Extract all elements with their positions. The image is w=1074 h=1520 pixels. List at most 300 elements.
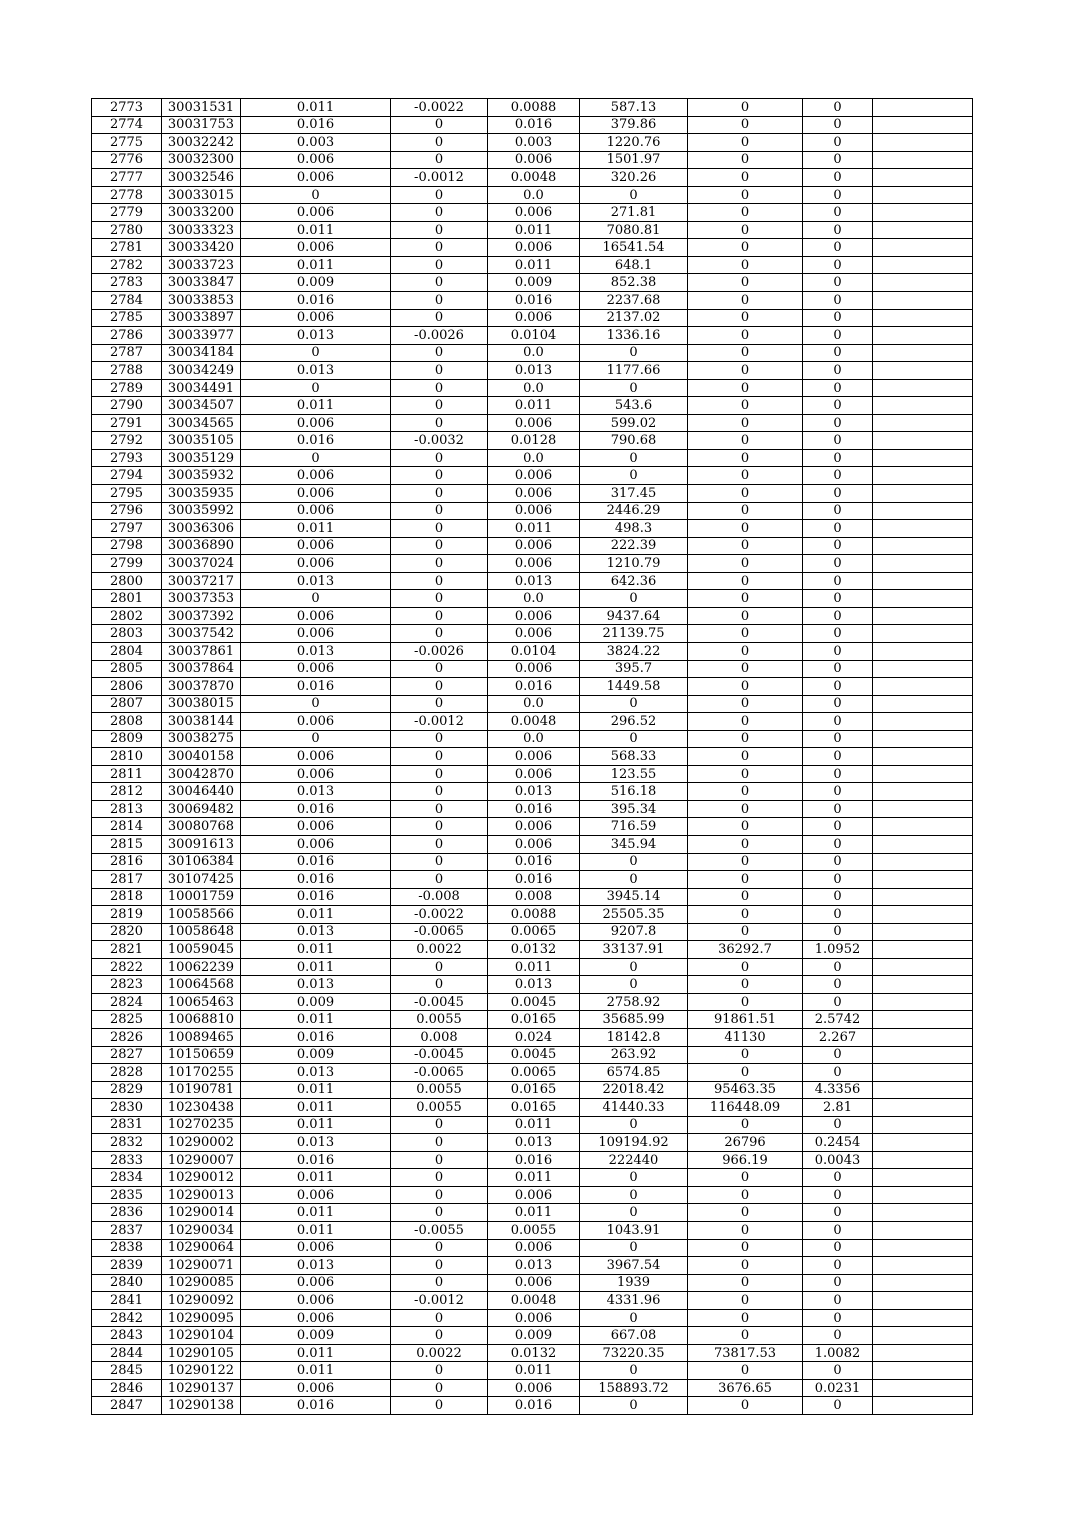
row-number-cell: 2783 <box>92 274 162 292</box>
row-number-cell: 2781 <box>92 239 162 257</box>
ratio-cell: 0 <box>803 169 873 187</box>
adjustment-cell: 0 <box>391 362 488 380</box>
adjustment-cell: 0.0055 <box>391 1099 488 1117</box>
table-row <box>92 99 973 117</box>
id-cell: 30033897 <box>162 309 241 327</box>
adjustment-cell: 0 <box>391 730 488 748</box>
amount-2-cell: 0 <box>688 116 803 134</box>
adjustment-cell: -0.0045 <box>391 993 488 1011</box>
amount-cell: 1220.76 <box>580 134 688 152</box>
amount-cell: 667.08 <box>580 1327 688 1345</box>
adjustment-cell: -0.0065 <box>391 1064 488 1082</box>
value-a-cell: 0.009 <box>241 1327 391 1345</box>
ratio-cell: 0 <box>803 485 873 503</box>
amount-cell: 0 <box>580 853 688 871</box>
table-row <box>92 414 973 432</box>
adjustment-cell: -0.008 <box>391 888 488 906</box>
row-number-cell: 2819 <box>92 906 162 924</box>
value-a-cell: 0.006 <box>241 555 391 573</box>
value-a-cell: 0.016 <box>241 888 391 906</box>
id-cell: 10290007 <box>162 1151 241 1169</box>
value-a-cell: 0 <box>241 379 391 397</box>
adjustment-cell: -0.0012 <box>391 713 488 731</box>
id-cell: 30034507 <box>162 397 241 415</box>
table-row <box>92 1344 973 1362</box>
amount-cell: 0 <box>580 449 688 467</box>
id-cell: 30038144 <box>162 713 241 731</box>
table-row <box>92 818 973 836</box>
amount-cell: 3967.54 <box>580 1257 688 1275</box>
row-number-cell: 2787 <box>92 344 162 362</box>
amount-2-cell: 0 <box>688 871 803 889</box>
row-number-cell: 2843 <box>92 1327 162 1345</box>
value-a-cell: 0.006 <box>241 713 391 731</box>
blank-cell <box>873 134 973 152</box>
amount-cell: 379.86 <box>580 116 688 134</box>
id-cell: 30033015 <box>162 186 241 204</box>
value-a-cell: 0.006 <box>241 1239 391 1257</box>
table-row <box>92 1169 973 1187</box>
row-number-cell: 2835 <box>92 1186 162 1204</box>
amount-cell: 395.34 <box>580 800 688 818</box>
ratio-cell: 0 <box>803 292 873 310</box>
id-cell: 10290002 <box>162 1134 241 1152</box>
amount-cell: 345.94 <box>580 835 688 853</box>
amount-cell: 1177.66 <box>580 362 688 380</box>
amount-cell: 0 <box>580 1397 688 1415</box>
table-row <box>92 642 973 660</box>
blank-cell <box>873 221 973 239</box>
amount-cell: 33137.91 <box>580 941 688 959</box>
amount-cell: 263.92 <box>580 1046 688 1064</box>
amount-2-cell: 0 <box>688 186 803 204</box>
table-row <box>92 1292 973 1310</box>
row-number-cell: 2831 <box>92 1116 162 1134</box>
blank-cell <box>873 590 973 608</box>
id-cell: 30031531 <box>162 99 241 117</box>
id-cell: 30040158 <box>162 748 241 766</box>
row-number-cell: 2784 <box>92 292 162 310</box>
table-row <box>92 1064 973 1082</box>
ratio-cell: 0 <box>803 1064 873 1082</box>
blank-cell <box>873 1151 973 1169</box>
amount-cell: 22018.42 <box>580 1081 688 1099</box>
amount-2-cell: 0 <box>688 221 803 239</box>
amount-2-cell: 116448.09 <box>688 1099 803 1117</box>
id-cell: 30033853 <box>162 292 241 310</box>
value-b-cell: 0.013 <box>488 976 580 994</box>
id-cell: 10058648 <box>162 923 241 941</box>
value-a-cell: 0.013 <box>241 1257 391 1275</box>
ratio-cell: 0 <box>803 256 873 274</box>
value-b-cell: 0.0165 <box>488 1099 580 1117</box>
amount-cell: 123.55 <box>580 765 688 783</box>
table-row <box>92 1257 973 1275</box>
value-b-cell: 0.006 <box>488 748 580 766</box>
amount-cell: 2446.29 <box>580 502 688 520</box>
blank-cell <box>873 1134 973 1152</box>
id-cell: 30091613 <box>162 835 241 853</box>
adjustment-cell: 0 <box>391 151 488 169</box>
ratio-cell: 0 <box>803 309 873 327</box>
amount-2-cell: 0 <box>688 379 803 397</box>
ratio-cell: 0 <box>803 327 873 345</box>
ratio-cell: 0 <box>803 888 873 906</box>
amount-cell: 158893.72 <box>580 1379 688 1397</box>
table-row <box>92 1204 973 1222</box>
row-number-cell: 2778 <box>92 186 162 204</box>
adjustment-cell: 0 <box>391 1151 488 1169</box>
blank-cell <box>873 1099 973 1117</box>
adjustment-cell: 0 <box>391 186 488 204</box>
amount-2-cell: 0 <box>688 1222 803 1240</box>
amount-cell: 516.18 <box>580 783 688 801</box>
value-a-cell: 0.009 <box>241 1046 391 1064</box>
value-a-cell: 0.013 <box>241 976 391 994</box>
amount-cell: 1939 <box>580 1274 688 1292</box>
row-number-cell: 2816 <box>92 853 162 871</box>
ratio-cell: 0 <box>803 116 873 134</box>
blank-cell <box>873 204 973 222</box>
amount-cell: 2758.92 <box>580 993 688 1011</box>
ratio-cell: 0 <box>803 1169 873 1187</box>
amount-2-cell: 0 <box>688 1169 803 1187</box>
value-a-cell: 0.006 <box>241 502 391 520</box>
value-b-cell: 0.0165 <box>488 1081 580 1099</box>
value-b-cell: 0.006 <box>488 309 580 327</box>
value-a-cell: 0.016 <box>241 1397 391 1415</box>
value-b-cell: 0.011 <box>488 1204 580 1222</box>
value-a-cell: 0 <box>241 344 391 362</box>
row-number-cell: 2796 <box>92 502 162 520</box>
ratio-cell: 0 <box>803 660 873 678</box>
ratio-cell: 0 <box>803 1327 873 1345</box>
value-b-cell: 0.013 <box>488 1134 580 1152</box>
ratio-cell: 2.81 <box>803 1099 873 1117</box>
adjustment-cell: 0 <box>391 485 488 503</box>
value-a-cell: 0.011 <box>241 1204 391 1222</box>
row-number-cell: 2844 <box>92 1344 162 1362</box>
blank-cell <box>873 888 973 906</box>
row-number-cell: 2836 <box>92 1204 162 1222</box>
id-cell: 30036306 <box>162 520 241 538</box>
value-b-cell: 0.006 <box>488 1309 580 1327</box>
id-cell: 10068810 <box>162 1011 241 1029</box>
value-b-cell: 0.006 <box>488 660 580 678</box>
amount-2-cell: 0 <box>688 309 803 327</box>
blank-cell <box>873 414 973 432</box>
table-row <box>92 1186 973 1204</box>
amount-2-cell: 0 <box>688 99 803 117</box>
value-b-cell: 0.009 <box>488 1327 580 1345</box>
id-cell: 30107425 <box>162 871 241 889</box>
id-cell: 30037353 <box>162 590 241 608</box>
amount-cell: 109194.92 <box>580 1134 688 1152</box>
table-row <box>92 309 973 327</box>
id-cell: 30035935 <box>162 485 241 503</box>
row-number-cell: 2817 <box>92 871 162 889</box>
adjustment-cell: 0 <box>391 1362 488 1380</box>
amount-2-cell: 26796 <box>688 1134 803 1152</box>
blank-cell <box>873 1186 973 1204</box>
value-b-cell: 0.0 <box>488 186 580 204</box>
id-cell: 10064568 <box>162 976 241 994</box>
value-b-cell: 0.0088 <box>488 906 580 924</box>
value-b-cell: 0.0165 <box>488 1011 580 1029</box>
value-a-cell: 0.013 <box>241 327 391 345</box>
row-number-cell: 2834 <box>92 1169 162 1187</box>
value-b-cell: 0.006 <box>488 485 580 503</box>
amount-2-cell: 0 <box>688 485 803 503</box>
table-row <box>92 1222 973 1240</box>
value-b-cell: 0.016 <box>488 678 580 696</box>
row-number-cell: 2830 <box>92 1099 162 1117</box>
id-cell: 10290012 <box>162 1169 241 1187</box>
table-row <box>92 186 973 204</box>
ratio-cell: 0 <box>803 449 873 467</box>
amount-2-cell: 966.19 <box>688 1151 803 1169</box>
value-b-cell: 0.006 <box>488 1274 580 1292</box>
row-number-cell: 2813 <box>92 800 162 818</box>
blank-cell <box>873 537 973 555</box>
ratio-cell: 0 <box>803 818 873 836</box>
ratio-cell: 0 <box>803 713 873 731</box>
adjustment-cell: 0 <box>391 1239 488 1257</box>
value-b-cell: 0.0 <box>488 344 580 362</box>
value-b-cell: 0.0045 <box>488 1046 580 1064</box>
blank-cell <box>873 397 973 415</box>
value-b-cell: 0.016 <box>488 1397 580 1415</box>
amount-cell: 568.33 <box>580 748 688 766</box>
amount-cell: 0 <box>580 871 688 889</box>
blank-cell <box>873 871 973 889</box>
id-cell: 10290034 <box>162 1222 241 1240</box>
value-a-cell: 0.006 <box>241 835 391 853</box>
value-a-cell: 0.013 <box>241 1064 391 1082</box>
blank-cell <box>873 800 973 818</box>
table-row <box>92 520 973 538</box>
value-b-cell: 0.0132 <box>488 941 580 959</box>
blank-cell <box>873 1222 973 1240</box>
value-b-cell: 0.0 <box>488 379 580 397</box>
value-b-cell: 0.013 <box>488 572 580 590</box>
amount-2-cell: 0 <box>688 783 803 801</box>
amount-2-cell: 0 <box>688 748 803 766</box>
id-cell: 30035932 <box>162 467 241 485</box>
table-row <box>92 221 973 239</box>
value-b-cell: 0.011 <box>488 1116 580 1134</box>
table-row <box>92 239 973 257</box>
amount-2-cell: 0 <box>688 625 803 643</box>
value-a-cell: 0.006 <box>241 625 391 643</box>
adjustment-cell: -0.0012 <box>391 169 488 187</box>
ratio-cell: 0 <box>803 695 873 713</box>
ratio-cell: 0 <box>803 1309 873 1327</box>
value-a-cell: 0.011 <box>241 99 391 117</box>
adjustment-cell: 0 <box>391 1257 488 1275</box>
amount-2-cell: 0 <box>688 292 803 310</box>
row-number-cell: 2840 <box>92 1274 162 1292</box>
amount-2-cell: 0 <box>688 730 803 748</box>
blank-cell <box>873 1344 973 1362</box>
table-row <box>92 151 973 169</box>
adjustment-cell: 0 <box>391 783 488 801</box>
adjustment-cell: 0 <box>391 695 488 713</box>
value-a-cell: 0.006 <box>241 467 391 485</box>
value-b-cell: 0.0048 <box>488 1292 580 1310</box>
adjustment-cell: 0 <box>391 256 488 274</box>
value-a-cell: 0.011 <box>241 1362 391 1380</box>
amount-cell: 0 <box>580 730 688 748</box>
adjustment-cell: 0.0022 <box>391 1344 488 1362</box>
amount-cell: 2137.02 <box>580 309 688 327</box>
amount-2-cell: 0 <box>688 1327 803 1345</box>
adjustment-cell: -0.0065 <box>391 923 488 941</box>
id-cell: 10290013 <box>162 1186 241 1204</box>
table-row <box>92 1028 973 1046</box>
ratio-cell: 0 <box>803 765 873 783</box>
value-a-cell: 0.006 <box>241 1274 391 1292</box>
value-a-cell: 0.011 <box>241 906 391 924</box>
row-number-cell: 2811 <box>92 765 162 783</box>
adjustment-cell: 0 <box>391 800 488 818</box>
ratio-cell: 0 <box>803 467 873 485</box>
amount-cell: 9207.8 <box>580 923 688 941</box>
row-number-cell: 2791 <box>92 414 162 432</box>
row-number-cell: 2774 <box>92 116 162 134</box>
adjustment-cell: 0.0022 <box>391 941 488 959</box>
value-b-cell: 0.0 <box>488 695 580 713</box>
table-row <box>92 449 973 467</box>
adjustment-cell: 0 <box>391 274 488 292</box>
ratio-cell: 0 <box>803 502 873 520</box>
ratio-cell: 0 <box>803 642 873 660</box>
amount-cell: 1336.16 <box>580 327 688 345</box>
id-cell: 10230438 <box>162 1099 241 1117</box>
amount-cell: 498.3 <box>580 520 688 538</box>
value-a-cell: 0.011 <box>241 941 391 959</box>
blank-cell <box>873 292 973 310</box>
table-row <box>92 502 973 520</box>
amount-cell: 1210.79 <box>580 555 688 573</box>
table-row <box>92 835 973 853</box>
blank-cell <box>873 344 973 362</box>
value-b-cell: 0.006 <box>488 818 580 836</box>
blank-cell <box>873 239 973 257</box>
row-number-cell: 2798 <box>92 537 162 555</box>
value-a-cell: 0.011 <box>241 397 391 415</box>
row-number-cell: 2818 <box>92 888 162 906</box>
blank-cell <box>873 958 973 976</box>
table-row <box>92 1081 973 1099</box>
value-a-cell: 0.016 <box>241 1151 391 1169</box>
table-body <box>92 99 973 1415</box>
value-b-cell: 0.0 <box>488 449 580 467</box>
value-b-cell: 0.006 <box>488 467 580 485</box>
amount-2-cell: 0 <box>688 1274 803 1292</box>
blank-cell <box>873 695 973 713</box>
ratio-cell: 0 <box>803 221 873 239</box>
value-b-cell: 0.006 <box>488 502 580 520</box>
row-number-cell: 2790 <box>92 397 162 415</box>
value-a-cell: 0 <box>241 186 391 204</box>
id-cell: 30069482 <box>162 800 241 818</box>
amount-2-cell: 0 <box>688 958 803 976</box>
ratio-cell: 0 <box>803 432 873 450</box>
amount-cell: 790.68 <box>580 432 688 450</box>
amount-cell: 0 <box>580 590 688 608</box>
blank-cell <box>873 1397 973 1415</box>
id-cell: 30037870 <box>162 678 241 696</box>
table-row <box>92 467 973 485</box>
id-cell: 10290104 <box>162 1327 241 1345</box>
table-row <box>92 274 973 292</box>
value-a-cell: 0 <box>241 695 391 713</box>
amount-cell: 716.59 <box>580 818 688 836</box>
value-a-cell: 0.006 <box>241 485 391 503</box>
amount-cell: 296.52 <box>580 713 688 731</box>
value-b-cell: 0.0065 <box>488 1064 580 1082</box>
id-cell: 30033420 <box>162 239 241 257</box>
amount-2-cell: 0 <box>688 1046 803 1064</box>
value-a-cell: 0.011 <box>241 1222 391 1240</box>
blank-cell <box>873 853 973 871</box>
ratio-cell: 0 <box>803 906 873 924</box>
amount-cell: 0 <box>580 1309 688 1327</box>
ratio-cell: 0 <box>803 748 873 766</box>
table-row <box>92 1309 973 1327</box>
adjustment-cell: 0 <box>391 765 488 783</box>
ratio-cell: 0.0043 <box>803 1151 873 1169</box>
adjustment-cell: 0 <box>391 572 488 590</box>
ratio-cell: 0.0231 <box>803 1379 873 1397</box>
value-b-cell: 0.024 <box>488 1028 580 1046</box>
value-a-cell: 0.011 <box>241 958 391 976</box>
table-row <box>92 1397 973 1415</box>
id-cell: 30034249 <box>162 362 241 380</box>
value-b-cell: 0.009 <box>488 274 580 292</box>
blank-cell <box>873 449 973 467</box>
ratio-cell: 2.267 <box>803 1028 873 1046</box>
amount-2-cell: 0 <box>688 1397 803 1415</box>
row-number-cell: 2801 <box>92 590 162 608</box>
amount-2-cell: 0 <box>688 1204 803 1222</box>
blank-cell <box>873 1257 973 1275</box>
value-b-cell: 0.0055 <box>488 1222 580 1240</box>
value-b-cell: 0.006 <box>488 1379 580 1397</box>
id-cell: 10065463 <box>162 993 241 1011</box>
blank-cell <box>873 1274 973 1292</box>
value-a-cell: 0.013 <box>241 1134 391 1152</box>
value-a-cell: 0.011 <box>241 520 391 538</box>
blank-cell <box>873 256 973 274</box>
value-b-cell: 0.016 <box>488 853 580 871</box>
value-a-cell: 0.013 <box>241 783 391 801</box>
table-row <box>92 485 973 503</box>
amount-cell: 1449.58 <box>580 678 688 696</box>
blank-cell <box>873 467 973 485</box>
value-b-cell: 0.0088 <box>488 99 580 117</box>
table-row <box>92 169 973 187</box>
ratio-cell: 0 <box>803 1397 873 1415</box>
adjustment-cell: -0.0026 <box>391 327 488 345</box>
table-row <box>92 713 973 731</box>
adjustment-cell: 0 <box>391 555 488 573</box>
ratio-cell: 0 <box>803 572 873 590</box>
amount-cell: 587.13 <box>580 99 688 117</box>
blank-cell <box>873 923 973 941</box>
row-number-cell: 2826 <box>92 1028 162 1046</box>
